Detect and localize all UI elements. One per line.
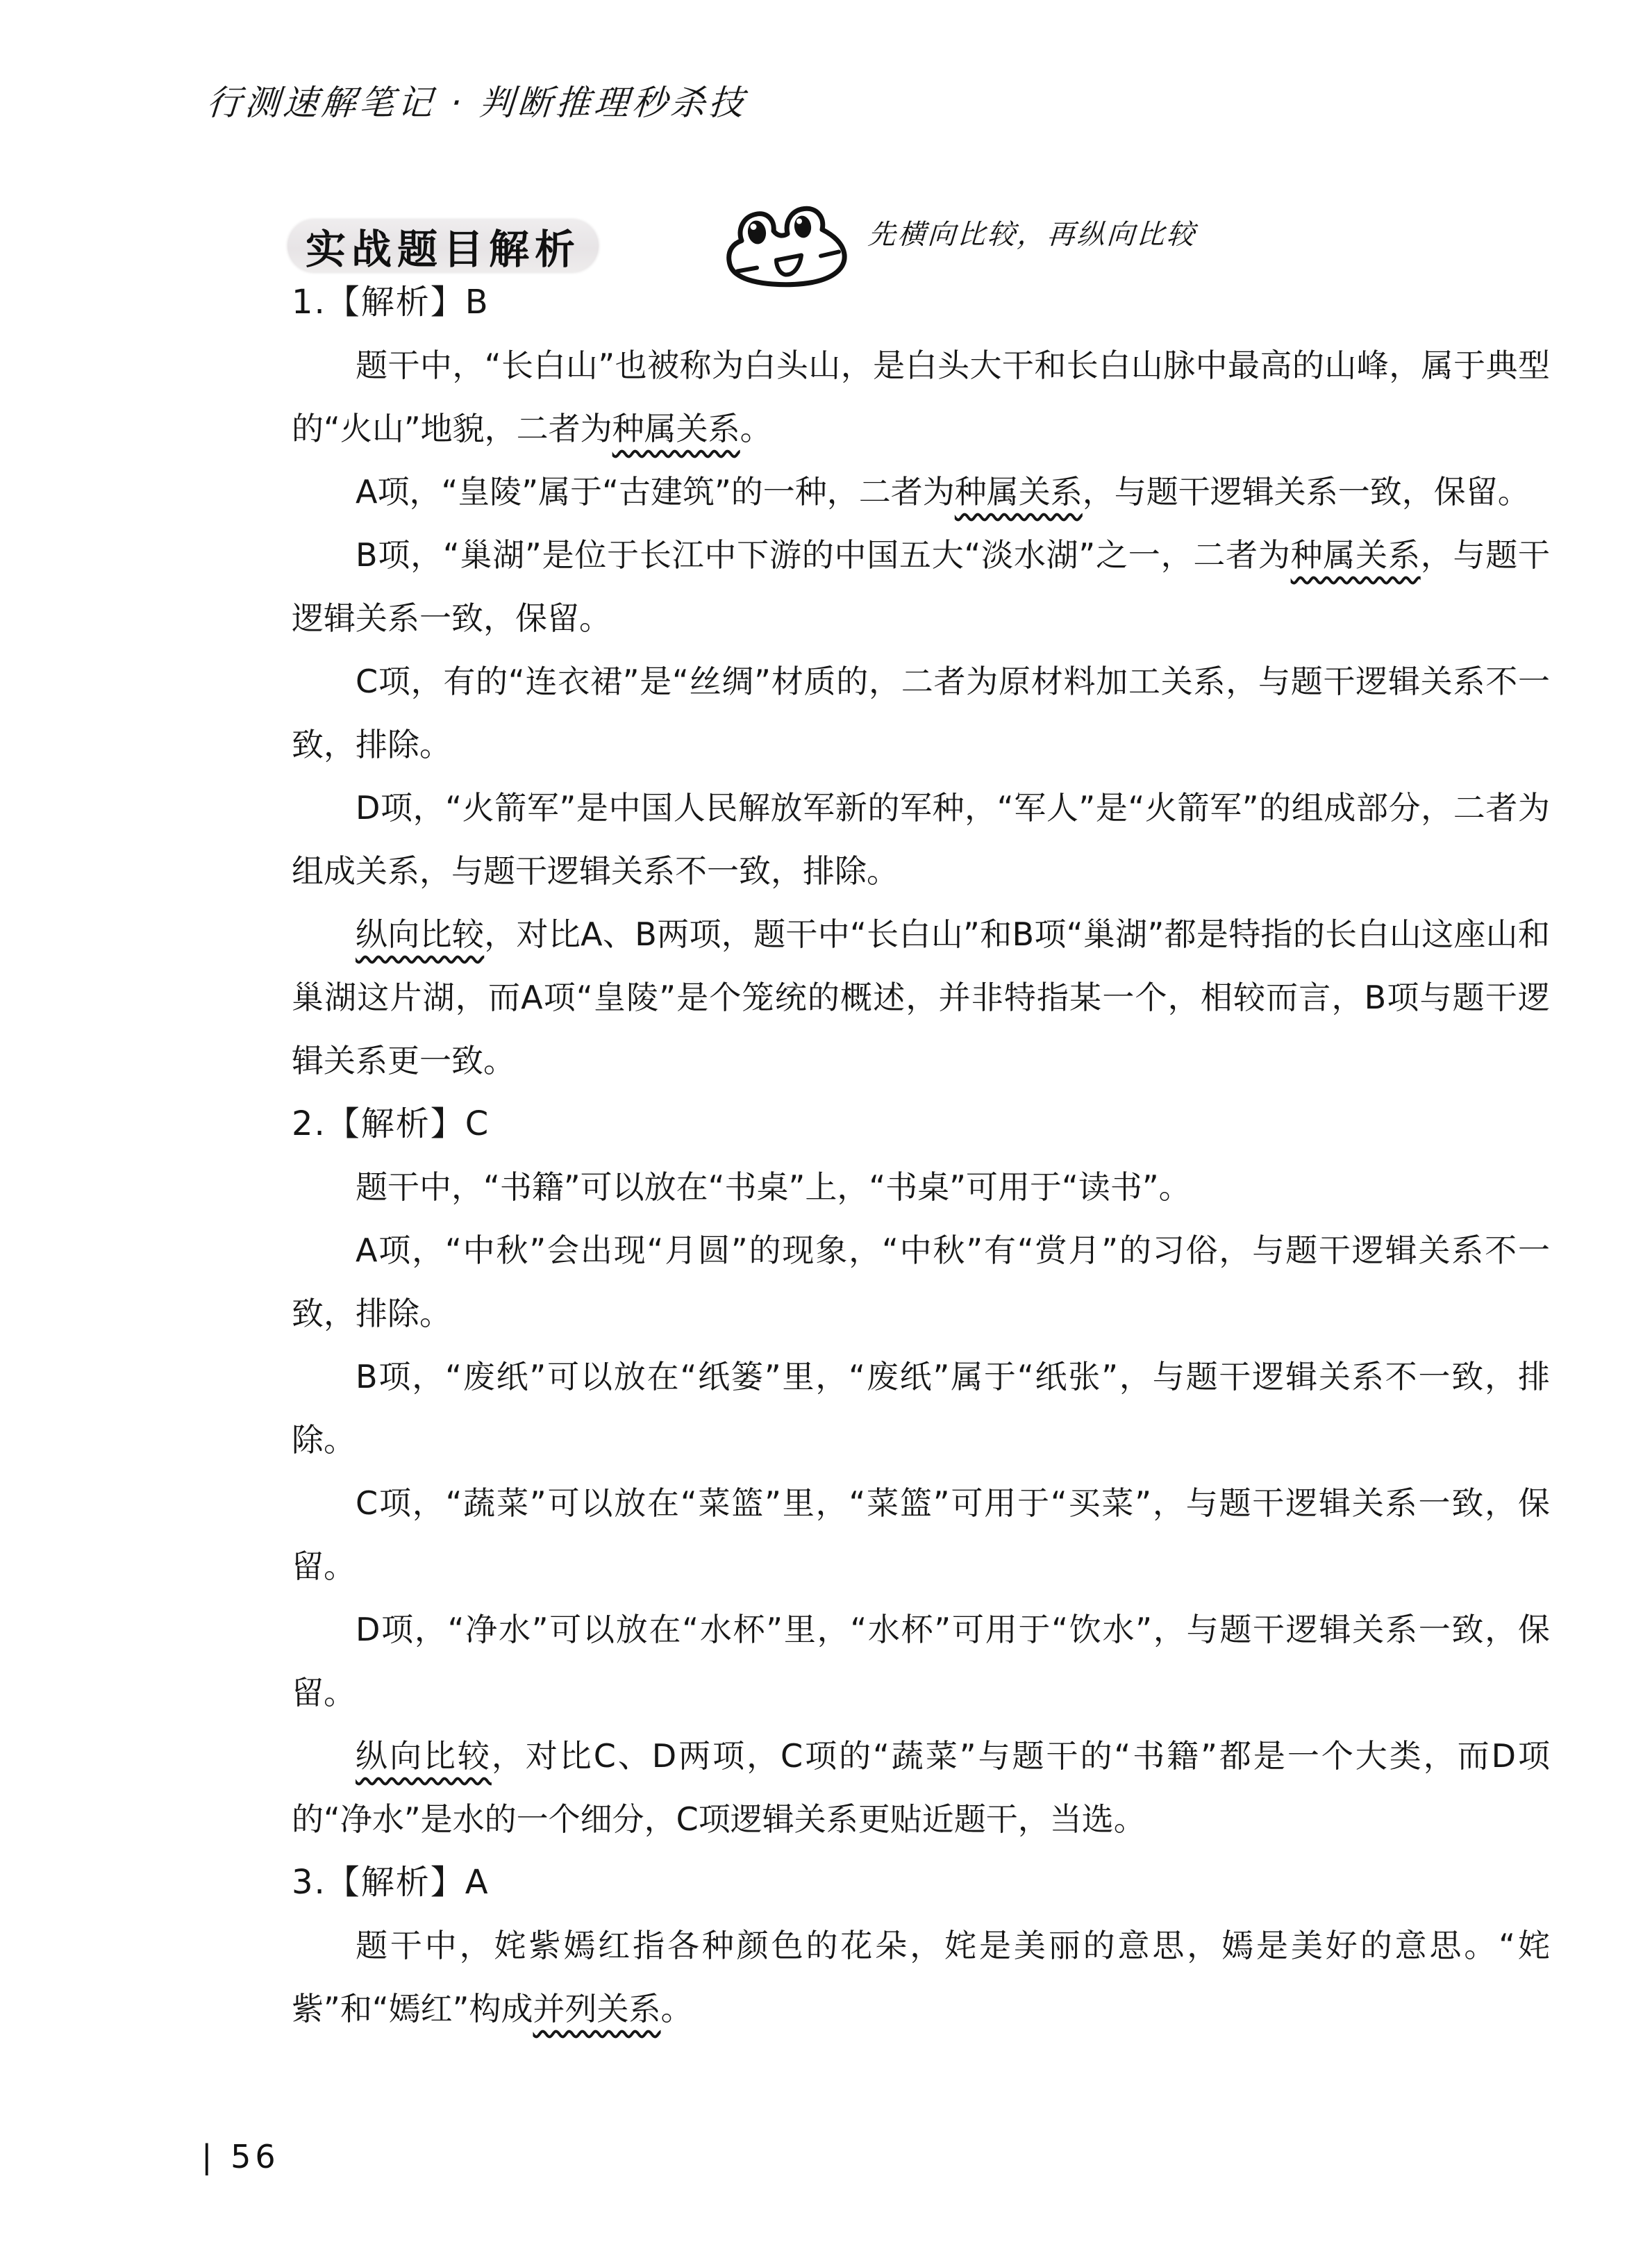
text-run: D项，“净水”可以放在“水杯”里，“水杯”可用于“饮水”，与题干逻辑关系一致，保留。 [292,1611,1550,1711]
frog-left-eye-highlight [751,224,757,230]
question-1-option-a [292,461,1550,524]
text-run: D项，“火箭军”是中国人民解放军新的军种，“军人”是“火箭军”的组成部分，二者为组成关系，与题干逻辑关系不一致，排除。 [292,789,1550,890]
question-3-label: 3.【解析】A [292,1863,490,1902]
text-run: 题干中，“书籍”可以放在“书桌”上，“书桌”可用于“读书”。 [356,1168,1191,1206]
text-run: 。 [740,410,772,447]
question-2-option-d [292,1598,1550,1725]
question-1-vertical-compare [292,903,1550,1093]
wavy-underlined-phrase: 种属关系 [1290,536,1421,574]
question-1-stem [292,334,1550,461]
margin-note: 先横向比较，再纵向比较 [867,219,1198,251]
question-1-option-c [292,650,1550,777]
section-title-highlight [287,219,599,272]
question-2-vertical-compare [292,1725,1550,1851]
question-2-stem [292,1156,1550,1219]
question-1-option-d [292,777,1550,903]
wavy-underlined-phrase: 种属关系 [954,473,1083,511]
wavy-underlined-phrase: 纵向比较 [356,915,485,953]
question-1-label: 1.【解析】B [292,283,490,322]
question-1-option-b [292,524,1550,650]
solutions-content [292,271,1550,2041]
text-run: ，对比A、B两项，题干中“长白山”和B项“巢湖”都是特指的长白山这座山和巢湖这片湖，而A项“皇陵”是个笼统的概述，并非特指某一个，相较而言，B项与题干逻辑关系更一致。 [292,915,1550,1079]
text-run: 题干中，“长白山”也被称为白头山，是白头大干和长白山脉中最高的山峰，属于典型的“火山”地貌，二者为 [292,347,1550,447]
section-title: 实战题目解析 [306,226,581,273]
question-3-stem [292,1914,1550,2041]
text-run: ，与题干逻辑关系一致，保留。 [292,536,1551,637]
text-run: B项，“巢湖”是位于长江中下游的中国五大“淡水湖”之一，二者为 [356,536,1291,574]
wavy-underlined-phrase: 并列关系 [533,1990,661,2027]
running-head: 行测速解笔记 · 判断推理秒杀技 [205,83,749,123]
text-run: C项，有的“连衣裙”是“丝绸”材质的，二者为原材料加工关系，与题干逻辑关系不一致，排除。 [292,663,1550,763]
question-2-option-b [292,1345,1550,1472]
text-run: B项，“废纸”可以放在“纸篓”里，“废纸”属于“纸张”，与题干逻辑关系不一致，排除。 [292,1358,1550,1459]
wavy-underlined-phrase: 纵向比较 [356,1737,492,1775]
page-number: | 56 [201,2138,280,2175]
question-2-label: 2.【解析】C [292,1104,490,1143]
frog-right-eye-highlight [796,219,802,224]
question-2-option-a [292,1219,1550,1345]
text-run: ，与题干逻辑关系一致，保留。 [1082,473,1530,511]
text-run: ，对比C、D两项，C项的“蔬菜”与题干的“书籍”都是一个大类，而D项的“净水”是水的一个细分，C项逻辑关系更贴近题干，当选。 [292,1737,1551,1838]
text-run: A项，“中秋”会出现“月圆”的现象，“中秋”有“赏月”的习俗，与题干逻辑关系不一致，排除。 [292,1231,1550,1332]
text-run: C项，“蔬菜”可以放在“菜篮”里，“菜篮”可用于“买菜”，与题干逻辑关系一致，保留。 [292,1484,1550,1585]
text-run: 。 [660,1990,693,2027]
text-run: 题干中，姹紫嫣红指各种颜色的花朵，姹是美丽的意思，嫣是美好的意思。“姹紫”和“嫣红”构成 [292,1927,1550,2027]
text-run: A项，“皇陵”属于“古建筑”的一种，二者为 [356,473,955,511]
wavy-underlined-phrase: 种属关系 [612,410,740,447]
question-2-option-c [292,1472,1550,1598]
